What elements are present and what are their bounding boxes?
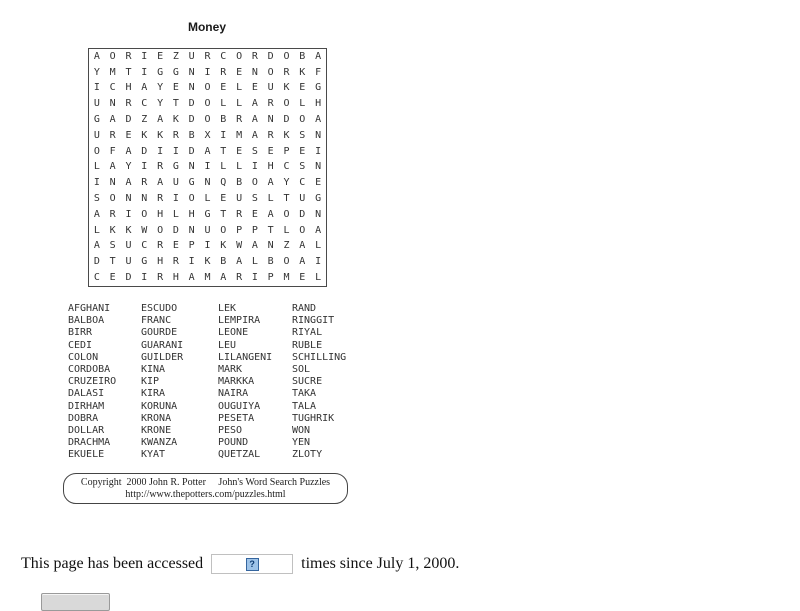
grid-cell: G bbox=[93, 114, 100, 126]
grid-cell: U bbox=[125, 240, 132, 252]
grid-cell: Y bbox=[93, 66, 100, 78]
grid-cell: I bbox=[141, 66, 148, 78]
word-list-item: TUGHRIK bbox=[292, 412, 335, 424]
grid-cell: A bbox=[251, 98, 258, 110]
grid-cell: R bbox=[157, 161, 164, 173]
grid-cell: L bbox=[267, 193, 274, 205]
grid-cell: L bbox=[236, 98, 243, 110]
grid-cell: G bbox=[315, 193, 322, 205]
grid-cell: I bbox=[141, 50, 148, 62]
grid-cell: P bbox=[267, 272, 274, 284]
word-list-item: LEK bbox=[218, 303, 237, 314]
grid-cell: I bbox=[204, 161, 211, 173]
grid-cell: S bbox=[93, 193, 100, 205]
grid-cell: R bbox=[109, 208, 116, 220]
grid-cell: R bbox=[141, 177, 148, 189]
grid-cell: F bbox=[315, 66, 322, 78]
grid-cell: Q bbox=[220, 177, 227, 189]
grid-cell: C bbox=[299, 177, 306, 189]
grid-cell: I bbox=[251, 272, 258, 284]
page-title: Money bbox=[187, 20, 226, 34]
grid-cell: S bbox=[299, 161, 306, 173]
grid-cell: K bbox=[283, 129, 290, 141]
grid-cell: L bbox=[315, 240, 322, 252]
grid-cell: K bbox=[283, 82, 290, 94]
grid-cell: U bbox=[188, 50, 195, 62]
grid-cell: D bbox=[172, 224, 179, 236]
grid-cell: S bbox=[251, 193, 258, 205]
grid-cell: O bbox=[109, 50, 116, 62]
grid-cell: A bbox=[315, 50, 322, 62]
grid-cell: O bbox=[141, 208, 148, 220]
word-list bbox=[68, 303, 362, 462]
grid-cell: G bbox=[141, 256, 148, 268]
grid-cell: I bbox=[315, 145, 322, 157]
grid-cell: N bbox=[109, 177, 116, 189]
grid-cell: D bbox=[299, 208, 306, 220]
word-list-item: RAND bbox=[292, 303, 317, 314]
grid-cell: R bbox=[172, 256, 179, 268]
grid-cell: O bbox=[204, 82, 211, 94]
grid-cell: H bbox=[172, 272, 179, 284]
grid-cell: K bbox=[172, 114, 179, 126]
word-list-item: RINGGIT bbox=[292, 315, 335, 327]
grid-cell: I bbox=[172, 145, 179, 157]
grid-cell: Y bbox=[157, 98, 164, 110]
grid-cell: T bbox=[220, 208, 227, 220]
grid-cell: R bbox=[125, 50, 132, 62]
word-list-item: OUGUIYA bbox=[218, 400, 261, 412]
grid-cell: E bbox=[220, 193, 227, 205]
word-list-item: ESCUDO bbox=[141, 303, 178, 314]
grid-cell: R bbox=[125, 98, 132, 110]
grid-cell: D bbox=[93, 256, 100, 268]
word-list-item: KWANZA bbox=[141, 437, 178, 449]
grid-cell: O bbox=[204, 98, 211, 110]
grid-cell: E bbox=[251, 82, 258, 94]
grid-cell: W bbox=[141, 224, 148, 236]
grid-cell: N bbox=[125, 193, 132, 205]
grid-cell: R bbox=[236, 272, 243, 284]
word-list-item: YEN bbox=[292, 437, 311, 449]
grid-cell: Y bbox=[157, 82, 164, 94]
grid-cell: E bbox=[157, 50, 164, 62]
word-list-column bbox=[141, 303, 218, 462]
grid-cell: R bbox=[157, 193, 164, 205]
grid-cell: R bbox=[157, 272, 164, 284]
grid-cell: S bbox=[299, 129, 306, 141]
grid-cell: N bbox=[204, 177, 211, 189]
grid-cell: U bbox=[93, 98, 100, 110]
grid-cell: B bbox=[220, 256, 227, 268]
grid-cell: C bbox=[141, 240, 148, 252]
grid-cell: D bbox=[188, 145, 195, 157]
grid-cell: A bbox=[157, 114, 164, 126]
grid-cell: K bbox=[157, 129, 164, 141]
grid-cell: R bbox=[283, 66, 290, 78]
grid-cell: T bbox=[172, 98, 179, 110]
grid-cell: E bbox=[299, 272, 306, 284]
grid-cell: I bbox=[172, 193, 179, 205]
grid-cell: B bbox=[188, 129, 195, 141]
grid-cell: D bbox=[125, 272, 132, 284]
bottom-partial-button[interactable] bbox=[41, 593, 110, 611]
grid-cell: H bbox=[157, 208, 164, 220]
word-list-item: DIRHAM bbox=[68, 400, 105, 412]
grid-cell: I bbox=[251, 161, 258, 173]
word-list-item: BALBOA bbox=[68, 315, 105, 327]
grid-cell: U bbox=[204, 224, 211, 236]
grid-cell: H bbox=[188, 208, 195, 220]
grid-cell: A bbox=[109, 114, 116, 126]
grid-cell: R bbox=[251, 50, 258, 62]
grid-cell: R bbox=[204, 50, 211, 62]
grid-cell: W bbox=[236, 240, 243, 252]
grid-cell: O bbox=[283, 208, 290, 220]
grid-cell: R bbox=[236, 114, 243, 126]
grid-cell: E bbox=[251, 208, 258, 220]
grid-cell: A bbox=[315, 224, 322, 236]
grid-cell: E bbox=[172, 82, 179, 94]
grid-cell: D bbox=[188, 114, 195, 126]
word-list-item: KORUNA bbox=[141, 400, 178, 412]
grid-cell: L bbox=[220, 161, 227, 173]
grid-cell: U bbox=[172, 177, 179, 189]
grid-cell: A bbox=[93, 240, 100, 252]
grid-cell: U bbox=[267, 82, 274, 94]
grid-cell: A bbox=[93, 50, 100, 62]
word-list-item: KIRA bbox=[141, 388, 166, 400]
grid-cell: L bbox=[172, 208, 179, 220]
grid-cell: H bbox=[125, 82, 132, 94]
grid-cell: D bbox=[125, 114, 132, 126]
grid-cell: H bbox=[157, 256, 164, 268]
grid-cell: O bbox=[93, 145, 100, 157]
grid-cell: A bbox=[93, 208, 100, 220]
access-counter-line bbox=[21, 552, 459, 576]
grid-cell: N bbox=[141, 193, 148, 205]
grid-cell: I bbox=[220, 129, 227, 141]
grid-cell: A bbox=[188, 272, 195, 284]
word-list-item: KIP bbox=[141, 376, 160, 388]
grid-cell: C bbox=[283, 161, 290, 173]
grid-cell: P bbox=[236, 224, 243, 236]
grid-cell: L bbox=[93, 224, 100, 236]
grid-cell: R bbox=[236, 208, 243, 220]
grid-cell: S bbox=[109, 240, 116, 252]
word-list-item: SOL bbox=[292, 364, 311, 376]
grid-cell: E bbox=[299, 145, 306, 157]
grid-cell: A bbox=[315, 114, 322, 126]
grid-cell: N bbox=[267, 114, 274, 126]
word-list-item: QUETZAL bbox=[218, 449, 261, 461]
grid-cell: K bbox=[141, 129, 148, 141]
grid-cell: L bbox=[236, 82, 243, 94]
grid-cell: L bbox=[93, 161, 100, 173]
grid-cell: E bbox=[109, 272, 116, 284]
word-list-item: MARK bbox=[218, 364, 243, 376]
grid-cell: M bbox=[204, 272, 211, 284]
grid-cell: L bbox=[204, 193, 211, 205]
grid-cell: O bbox=[299, 114, 306, 126]
grid-cell: G bbox=[172, 161, 179, 173]
grid-cell: A bbox=[157, 177, 164, 189]
grid-cell: E bbox=[125, 129, 132, 141]
word-list-item: DOBRA bbox=[68, 412, 99, 424]
grid-cell: O bbox=[283, 98, 290, 110]
copyright-url: http://www.thepotters.com/puzzles.html bbox=[125, 488, 286, 500]
grid-cell: N bbox=[188, 161, 195, 173]
word-list-item: CEDI bbox=[68, 339, 93, 351]
grid-cell: N bbox=[188, 66, 195, 78]
grid-cell: P bbox=[251, 224, 258, 236]
word-list-item: LEONE bbox=[218, 327, 249, 339]
grid-cell: O bbox=[283, 50, 290, 62]
grid-cell: G bbox=[188, 177, 195, 189]
word-list-item: POUND bbox=[218, 437, 249, 449]
grid-cell: B bbox=[267, 256, 274, 268]
grid-cell: F bbox=[109, 145, 116, 157]
grid-cell: Z bbox=[141, 114, 148, 126]
grid-cell: R bbox=[267, 98, 274, 110]
grid-cell: I bbox=[93, 82, 100, 94]
word-list-item: LILANGENI bbox=[218, 351, 273, 363]
grid-cell: S bbox=[251, 145, 258, 157]
grid-cell: N bbox=[188, 82, 195, 94]
grid-cell: A bbox=[251, 240, 258, 252]
grid-cell: I bbox=[93, 177, 100, 189]
grid-cell: I bbox=[125, 208, 132, 220]
grid-cell: M bbox=[109, 66, 116, 78]
grid-cell: L bbox=[283, 224, 290, 236]
grid-cell: R bbox=[157, 240, 164, 252]
grid-cell: A bbox=[125, 145, 132, 157]
word-list-item: TALA bbox=[292, 400, 317, 412]
grid-cell: U bbox=[93, 129, 100, 141]
grid-cell: A bbox=[125, 177, 132, 189]
word-list-item: SUCRE bbox=[292, 376, 323, 388]
grid-cell: O bbox=[236, 50, 243, 62]
grid-cell: E bbox=[220, 82, 227, 94]
word-list-item: AFGHANI bbox=[68, 303, 111, 314]
grid-cell: E bbox=[236, 145, 243, 157]
word-list-item: KINA bbox=[141, 364, 166, 376]
grid-cell: R bbox=[109, 129, 116, 141]
access-counter-suffix: times since July 1, 2000. bbox=[301, 555, 460, 572]
access-counter-image bbox=[211, 554, 293, 574]
grid-cell: N bbox=[109, 98, 116, 110]
grid-cell: U bbox=[299, 193, 306, 205]
grid-cell: P bbox=[188, 240, 195, 252]
grid-cell: G bbox=[157, 66, 164, 78]
grid-cell: N bbox=[188, 224, 195, 236]
word-list-item: ZLOTY bbox=[292, 449, 323, 461]
grid-cell: O bbox=[283, 256, 290, 268]
grid-cell: C bbox=[93, 272, 100, 284]
grid-cell: K bbox=[299, 66, 306, 78]
grid-cell: R bbox=[267, 129, 274, 141]
grid-cell: T bbox=[283, 193, 290, 205]
grid-cell: C bbox=[109, 82, 116, 94]
copyright-box bbox=[63, 473, 348, 504]
grid-cell: I bbox=[157, 145, 164, 157]
word-list-item: RIYAL bbox=[292, 327, 323, 339]
word-list-item: NAIRA bbox=[218, 388, 249, 400]
grid-cell: K bbox=[220, 240, 227, 252]
grid-cell: G bbox=[172, 66, 179, 78]
grid-cell: I bbox=[141, 272, 148, 284]
word-list-item: GOURDE bbox=[141, 327, 178, 339]
grid-cell: E bbox=[315, 177, 322, 189]
grid-cell: O bbox=[188, 193, 195, 205]
word-search-grid bbox=[88, 48, 327, 287]
word-list-item: COLON bbox=[68, 351, 99, 363]
grid-cell: T bbox=[109, 256, 116, 268]
grid-cell: Z bbox=[172, 50, 179, 62]
word-list-column bbox=[218, 303, 292, 462]
grid-cell: O bbox=[204, 114, 211, 126]
word-list-item: GUILDER bbox=[141, 351, 184, 363]
grid-cell: A bbox=[299, 240, 306, 252]
word-list-item: TAKA bbox=[292, 388, 317, 400]
grid-cell: N bbox=[315, 161, 322, 173]
grid-cell: O bbox=[251, 177, 258, 189]
grid-cell: E bbox=[267, 145, 274, 157]
grid-cell: L bbox=[236, 161, 243, 173]
grid-cell: G bbox=[315, 82, 322, 94]
word-list-item: KYAT bbox=[141, 449, 166, 461]
word-list-item: LEMPIRA bbox=[218, 315, 261, 327]
grid-cell: I bbox=[315, 256, 322, 268]
grid-cell: C bbox=[220, 50, 227, 62]
grid-cell: C bbox=[141, 98, 148, 110]
grid-cell: X bbox=[204, 129, 211, 141]
word-list-item: RUBLE bbox=[292, 339, 323, 351]
word-list-item: LEU bbox=[218, 339, 237, 351]
grid-cell: A bbox=[299, 256, 306, 268]
grid-cell: L bbox=[220, 98, 227, 110]
grid-cell: D bbox=[188, 98, 195, 110]
grid-cell: Y bbox=[125, 161, 132, 173]
word-list-item: CORDOBA bbox=[68, 364, 111, 376]
word-list-item: GUARANI bbox=[141, 339, 184, 351]
word-list-item: WON bbox=[292, 425, 311, 437]
word-list-item: KRONE bbox=[141, 425, 172, 437]
grid-cell: L bbox=[251, 256, 258, 268]
grid-cell: D bbox=[267, 50, 274, 62]
grid-cell: O bbox=[220, 224, 227, 236]
grid-cell: A bbox=[251, 114, 258, 126]
grid-cell: B bbox=[299, 50, 306, 62]
grid-cell: Z bbox=[283, 240, 290, 252]
word-list-item: DALASI bbox=[68, 388, 105, 400]
grid-cell: R bbox=[220, 66, 227, 78]
word-list-item: SCHILLING bbox=[292, 351, 347, 363]
grid-cell: H bbox=[315, 98, 322, 110]
grid-cell: E bbox=[172, 240, 179, 252]
grid-cell: O bbox=[157, 224, 164, 236]
grid-cell: R bbox=[172, 129, 179, 141]
grid-cell: N bbox=[315, 129, 322, 141]
word-list-item: KRONA bbox=[141, 412, 172, 424]
grid-cell: A bbox=[220, 272, 227, 284]
grid-cell: D bbox=[283, 114, 290, 126]
grid-cell: T bbox=[220, 145, 227, 157]
grid-cell: A bbox=[251, 129, 258, 141]
word-list-column bbox=[292, 303, 362, 462]
word-list-item: DOLLAR bbox=[68, 425, 105, 437]
grid-cell: A bbox=[267, 208, 274, 220]
grid-cell: I bbox=[204, 240, 211, 252]
grid-cell: E bbox=[236, 66, 243, 78]
grid-cell: N bbox=[267, 240, 274, 252]
grid-cell: Y bbox=[283, 177, 290, 189]
word-list-item: EKUELE bbox=[68, 449, 105, 461]
grid-cell: I bbox=[188, 256, 195, 268]
grid-cell: T bbox=[267, 224, 274, 236]
grid-cell: P bbox=[283, 145, 290, 157]
grid-cell: H bbox=[267, 161, 274, 173]
grid-cell: M bbox=[236, 129, 243, 141]
grid-cell: A bbox=[109, 161, 116, 173]
grid-cell: U bbox=[125, 256, 132, 268]
grid-cell: G bbox=[204, 208, 211, 220]
grid-cell: B bbox=[220, 114, 227, 126]
word-list-item: CRUZEIRO bbox=[68, 376, 117, 388]
grid-cell: U bbox=[236, 193, 243, 205]
word-list-item: PESETA bbox=[218, 412, 255, 424]
word-list-item: BIRR bbox=[68, 327, 93, 339]
word-list-item: PESO bbox=[218, 425, 243, 437]
grid-cell: A bbox=[141, 82, 148, 94]
grid-cell: I bbox=[204, 66, 211, 78]
grid-cell: O bbox=[299, 224, 306, 236]
grid-cell: A bbox=[267, 177, 274, 189]
word-list-item: FRANC bbox=[141, 315, 172, 327]
grid-cell: E bbox=[299, 82, 306, 94]
copyright-text: Copyright 2000 John R. Potter John's Word Search Puzzles bbox=[80, 476, 331, 488]
word-list-column bbox=[68, 303, 141, 462]
grid-cell: B bbox=[236, 177, 243, 189]
grid-cell: L bbox=[315, 272, 322, 284]
grid-cell: L bbox=[299, 98, 306, 110]
grid-cell: D bbox=[141, 145, 148, 157]
grid-cell: K bbox=[109, 224, 116, 236]
broken-image-icon: ? bbox=[246, 558, 259, 571]
word-list-item: DRACHMA bbox=[68, 437, 111, 449]
access-counter-prefix: This page has been accessed bbox=[21, 555, 204, 572]
grid-cell: O bbox=[109, 193, 116, 205]
grid-cell: M bbox=[283, 272, 290, 284]
grid-cell: N bbox=[251, 66, 258, 78]
grid-cell: I bbox=[141, 161, 148, 173]
word-list-item: MARKKA bbox=[218, 376, 255, 388]
grid-cell: K bbox=[125, 224, 132, 236]
grid-cell: N bbox=[315, 208, 322, 220]
grid-cell: A bbox=[204, 145, 211, 157]
grid-cell: T bbox=[125, 66, 132, 78]
grid-cell: A bbox=[236, 256, 243, 268]
grid-cell: O bbox=[267, 66, 274, 78]
grid-cell: K bbox=[204, 256, 211, 268]
